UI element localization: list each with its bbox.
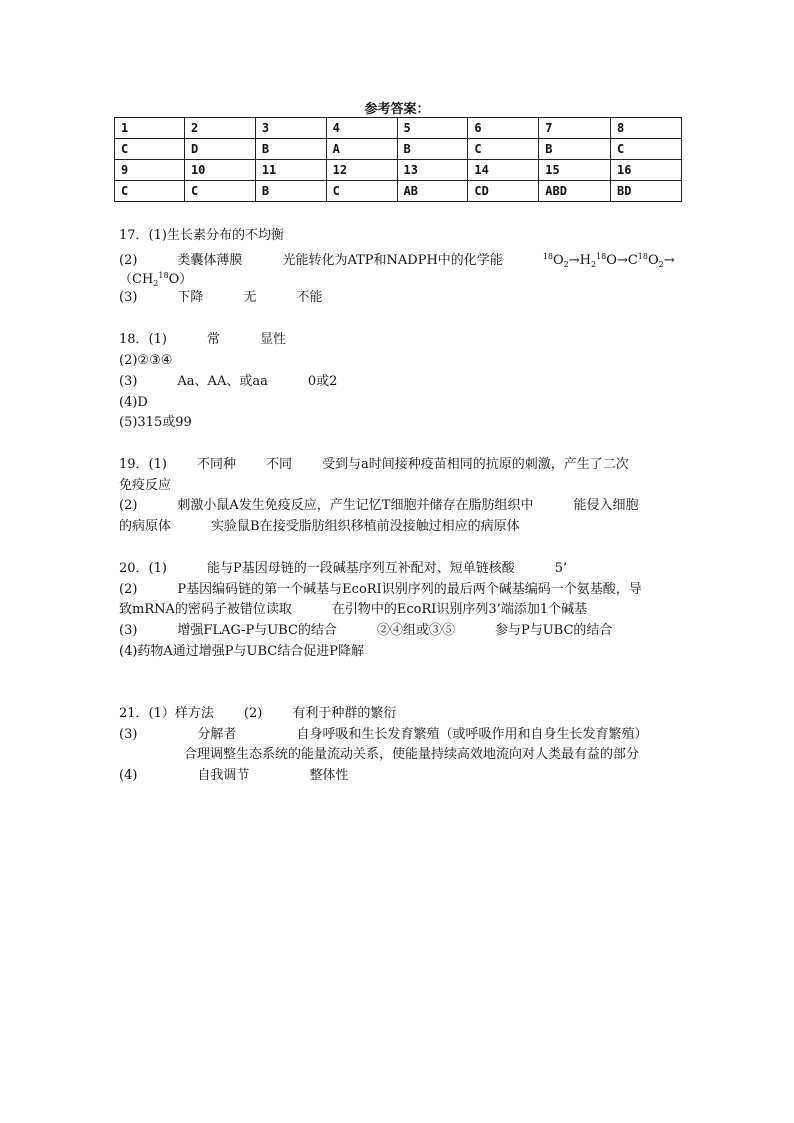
q19-line2: 免疫反应 — [119, 478, 172, 493]
answer-table-cell: C — [326, 181, 397, 202]
answer-table-cell: 11 — [255, 160, 326, 181]
answer-table-cell: C — [115, 139, 185, 160]
answer-table-cell: AB — [397, 181, 468, 202]
answer-table-cell: 16 — [611, 160, 682, 181]
answer-table-cell: 2 — [184, 118, 255, 139]
answer-table-cell: C — [611, 139, 682, 160]
answer-table-cell: C — [115, 181, 185, 202]
q21-line1: 21．(1）样方法 (2) 有利于种群的繁衍 — [119, 706, 397, 721]
page-title: 参考答案： — [364, 102, 430, 117]
q17-line2 — [119, 249, 675, 273]
q20-line2: (2) P基因编码链的第一个碱基与EcoRⅠ识别序列的最后两个碱基编码一个氨基酸，导 — [119, 582, 642, 597]
q17-line3: $(CH_2^{18}O)$ — [119, 271, 193, 288]
q21-line3: 合理调整生态系统的能量流动关系，使能量持续高效地流向对人类最有益的部分 — [184, 747, 640, 762]
answer-table-cell: B — [255, 181, 326, 202]
answer-table-cell: 14 — [468, 160, 539, 181]
answer-table-row — [115, 160, 682, 181]
answer-table-cell: 8 — [611, 118, 682, 139]
answer-table-cell: BD — [611, 181, 682, 202]
answer-table-cell: C — [184, 181, 255, 202]
q21-line2: (3) 分解者 自身呼吸和生长发育繁殖（或呼吸作用和自身生长发育繁殖） — [119, 727, 648, 742]
q17-line4: (3) 下降 无 不能 — [119, 290, 323, 305]
q18-line1: 18．(1) 常 显性 — [119, 332, 286, 347]
q20-line3: 致mRNA的密码子被错位读取 在引物中的EcoRⅠ识别序列3’端添加1个碱基 — [119, 602, 588, 617]
q19-line1: 19．(1) 不同种 不同 受到与a时间接种疫苗相同的抗原的刺激，产生了二次 — [119, 457, 629, 472]
q20-line1: 20．(1) 能与P基因母链的一段碱基序列互补配对、短单链核酸 5’ — [119, 561, 568, 576]
q19-line3: (2) 刺激小鼠A发生免疫反应，产生记忆T细胞并储存在脂肪组织中 能侵入细胞 — [119, 498, 639, 513]
q19-line4: 的病原体 实验鼠B在接受脂肪组织移植前没接触过相应的病原体 — [119, 519, 520, 534]
answer-table-cell: CD — [468, 181, 539, 202]
answer-table-cell: D — [184, 139, 255, 160]
q17-label-2: (2) — [119, 253, 138, 268]
q21-line4: (4) 自我调节 整体性 — [119, 768, 349, 783]
answer-table-cell: 13 — [397, 160, 468, 181]
q20-line5: (4)药物A通过增强P与UBC结合促进P降解 — [119, 644, 364, 659]
q18-line2: (2)②③④ — [119, 353, 173, 368]
q17-part1-text: 17．(1)生长素分布的不均衡 — [119, 228, 284, 243]
answer-table-cell: 5 — [397, 118, 468, 139]
q18-line5: (5)315或99 — [119, 415, 192, 430]
answer-table-cell: B — [255, 139, 326, 160]
q20-line4: (3) 增强FLAG-P与UBC的结合 ②④组或③⑤ 参与P与UBC的结合 — [119, 623, 613, 638]
q17-answer-membrane: 类囊体薄膜 — [177, 253, 243, 268]
q17-answer-energy: 光能转化为ATP和NADPH中的化学能 — [282, 253, 503, 268]
answer-table-cell: 7 — [539, 118, 611, 139]
q17-line1 — [119, 228, 284, 244]
q18-line3: (3) Aa、AA、或aa 0或2 — [119, 374, 338, 389]
answer-table-cell: 1 — [115, 118, 185, 139]
answer-table-cell: ABD — [539, 181, 611, 202]
answer-table-cell: 6 — [468, 118, 539, 139]
answer-table-cell: 4 — [326, 118, 397, 139]
answer-table-row — [115, 118, 682, 139]
answer-table-cell: B — [539, 139, 611, 160]
answer-table-cell: 9 — [115, 160, 185, 181]
q18-line4: (4)D — [119, 395, 148, 410]
answer-table-cell: 12 — [326, 160, 397, 181]
answer-table-cell: C — [468, 139, 539, 160]
answer-table-row — [115, 181, 682, 202]
answer-table-row — [115, 139, 682, 160]
answer-table-cell: A — [326, 139, 397, 160]
answer-table-cell: 10 — [184, 160, 255, 181]
q17-formula: $^{18}O_2\to H_2^{18}O\to C^{18}O_2\to$ — [542, 252, 675, 269]
answer-table — [114, 117, 682, 202]
answer-table-cell: B — [397, 139, 468, 160]
answer-table-cell: 3 — [255, 118, 326, 139]
answer-table-cell: 15 — [539, 160, 611, 181]
